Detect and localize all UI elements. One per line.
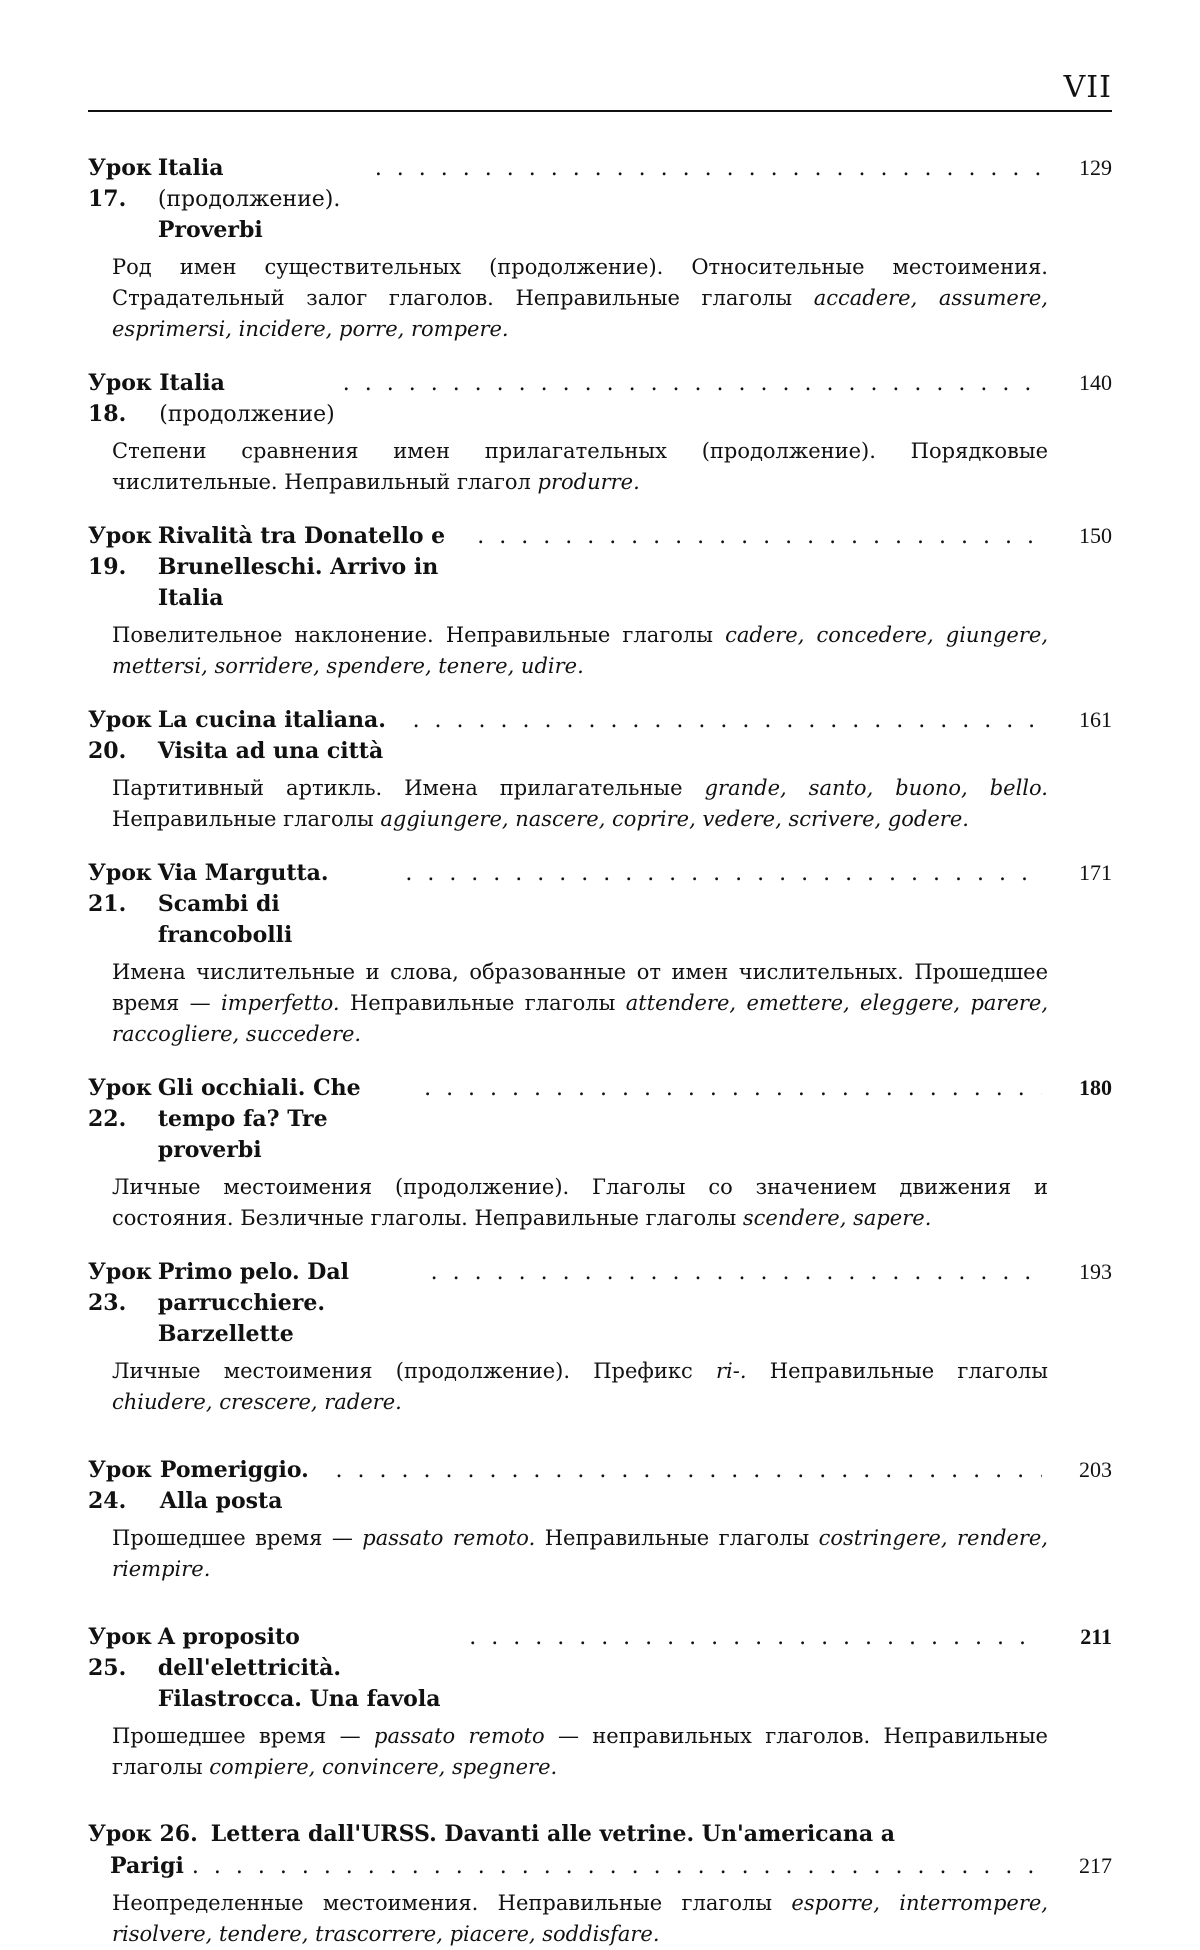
lesson-description: Прошедшее время — passato remoto — неправильных глаголов. Неправильные глаголы compiere, convincere, spegnere. [112,1724,1048,1779]
toc-entry-title[interactable] [88,1621,1112,1715]
toc-entry-20 [88,704,1112,835]
lesson-label: Урок 25. [88,1624,152,1681]
toc-entry-title[interactable] [88,367,1112,430]
book-page [88,0,1120,1946]
lesson-label: Урок 24. [88,1457,152,1514]
lesson-label: Урок 20. [88,707,152,764]
toc-entry-24 [88,1454,1112,1585]
header-rule [88,110,1112,112]
lesson-heading: Italia (продолжение) [159,370,335,427]
toc-entry-22 [88,1072,1112,1234]
dot-leader [431,1257,1042,1288]
dot-leader [192,1851,1042,1882]
lesson-label: Урок 21. [88,860,152,917]
dot-leader [405,858,1042,889]
lesson-label: Урок 23. [88,1259,152,1316]
lesson-heading: Rivalità tra Donatello e Brunelleschi. Arrivo in Italia [157,523,446,611]
page-number: VII [1063,70,1112,105]
lesson-description: Прошедшее время — passato remoto. Неправильные глаголы costringere, rendere, riempire. [112,1526,1048,1581]
toc-entry-title[interactable] [88,857,1112,951]
page-ref: 180 [1079,1075,1112,1100]
toc-entry-26 [88,1819,1112,1950]
page-ref: 217 [1079,1853,1112,1878]
lesson-heading: Primo pelo. Dal parrucchiere. Barzellette [157,1259,349,1347]
dot-leader [413,705,1042,736]
lesson-heading: A proposito dell'elettricità. Filastrocca. Una favola [157,1624,441,1712]
page-ref: 140 [1079,370,1112,395]
toc-entry-21 [88,857,1112,1050]
lesson-description: Степени сравнения имен прилагательных (продолжение). Порядковые числительные. Неправильный глагол produrre. [112,439,1048,494]
page-ref: 171 [1079,860,1112,885]
page-ref: 161 [1079,707,1112,732]
toc-entry-25 [88,1621,1112,1783]
lesson-heading: Gli occhiali. Che tempo fa? Tre proverbi [157,1075,361,1163]
lesson-description: Партитивный артикль. Имена прилагательные grande, santo, buono, bello. Неправильные глаголы aggiungere, nascere, coprire, vedere, scrivere, godere. [112,776,1048,831]
table-of-contents [88,152,1112,1950]
lesson-label: Урок 19. [88,523,152,580]
lesson-heading: Via Margutta. Scambi di francobolli [157,860,329,948]
page-ref: 129 [1079,155,1112,180]
lesson-description: Повелительное наклонение. Неправильные глаголы cadere, concedere, giungere, mettersi, sorridere, spendere, tenere, udire. [112,623,1048,678]
toc-entry-17 [88,152,1112,345]
lesson-heading: La cucina italiana. Visita ad una città [157,707,386,764]
lesson-description: Личные местоимения (продолжение). Глаголы со значением движения и состояния. Безличные глаголы. Неправильные глаголы scendere, sapere. [112,1175,1048,1230]
toc-entry-title[interactable] [88,1454,1112,1517]
page-ref: 203 [1079,1457,1112,1482]
lesson-description: Род имен существительных (продолжение). Относительные местоимения. Страдательный залог глаголов. Неправильные глаголы accadere, assumere, esprimersi, incidere, porre, rompere. [112,255,1048,341]
toc-entry-title[interactable] [88,704,1112,767]
dot-leader [424,1073,1042,1104]
lesson-heading-continued: Parigi [110,1853,184,1879]
toc-entry-title[interactable] [88,152,1112,246]
page-ref: 193 [1079,1259,1112,1284]
lesson-description: Имена числительные и слова, образованные от имен числительных. Прошедшее время — imperfetto. Неправильные глаголы attendere, emettere, eleggere, parere, raccogliere, succedere. [112,960,1049,1046]
page-ref: 211 [1080,1624,1112,1649]
dot-leader [477,521,1042,552]
toc-entry-title[interactable] [88,1072,1112,1166]
lesson-heading: Italia (продолжение). Proverbi [157,155,341,243]
lesson-label: Урок 22. [88,1075,152,1132]
dot-leader [343,368,1042,399]
lesson-label: Урок 17. [88,155,152,212]
toc-entry-title[interactable] [88,1256,1112,1350]
lesson-description: Неопределенные местоимения. Неправильные глаголы esporre, interrompere, risolvere, tendere, trascorrere, piacere, soddisfare. [112,1891,1048,1946]
page-ref: 150 [1079,523,1112,548]
toc-entry-18 [88,367,1112,498]
toc-entry-19 [88,520,1112,682]
toc-entry-title[interactable] [88,1819,1112,1882]
dot-leader [336,1455,1042,1486]
toc-entry-23 [88,1256,1112,1418]
dot-leader [469,1622,1042,1653]
toc-entry-title[interactable] [88,520,1112,614]
dot-leader [375,153,1042,184]
lesson-heading: Pomeriggio. Alla posta [159,1457,309,1514]
lesson-description: Личные местоимения (продолжение). Префикс ri-. Неправильные глаголы chiudere, crescere, radere. [112,1359,1048,1414]
lesson-label: Урок 18. [88,370,152,427]
lesson-label: Урок 26. [88,1821,198,1847]
lesson-heading: Lettera dall'URSS. Davanti alle vetrine. Un'americana a [210,1821,895,1847]
